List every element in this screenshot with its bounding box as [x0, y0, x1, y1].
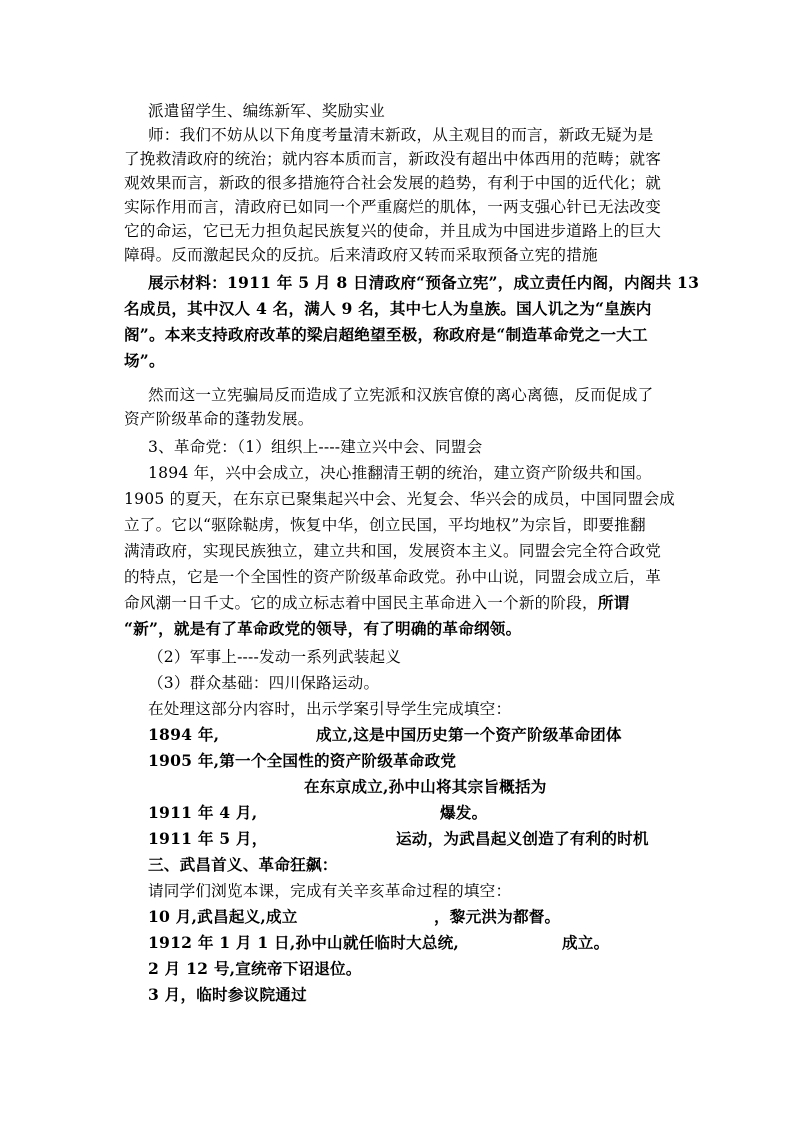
fill-blank-line: ，黎元洪为都督。 [434, 907, 561, 926]
text-span-bold: 1894 年, [148, 725, 220, 744]
text-line: 然而这一立宪骗局反而造成了立宪派和汉族官僚的离心离德，反而促成了 [148, 386, 654, 404]
text-line [124, 172, 668, 194]
text-line: （2）军事上----发动一系列武装起义 [148, 648, 402, 666]
text-line [124, 148, 668, 170]
text-span-bold: 所谓 [597, 593, 630, 612]
fill-blank-line: 运动，为武昌起义创造了有利的时机 [396, 829, 649, 848]
text-line [124, 566, 668, 588]
text-line-bold: 名成员，其中汉人 4 名，满人 9 名，其中七人为皇族。国人讥之为“皇族内 [124, 299, 652, 318]
text-line: 请同学们浏览本课，完成有关辛亥革命过程的填空： [148, 882, 512, 900]
text-span: 立了。它以“驱除鞑虏，恢复中华，创立民国，平均地权”为宗旨，即要推翻 [124, 516, 646, 534]
text-line-bold: 场”。 [124, 351, 165, 370]
text-line: 派遣留学生、编练新军、奖励实业 [148, 102, 385, 120]
text-line-bold: 阁”。本来支持政府改革的梁启超绝望至极，称政府是“制造革命党之一大工 [124, 325, 648, 344]
text-line [124, 540, 668, 562]
text-line [148, 124, 658, 146]
fill-blank-line: 成立,这是中国历史第一个资产阶级革命团体 [316, 725, 622, 744]
text-span: 了挽救清政府的统治；就内容本质而言，新政没有超出中体西用的范畴；就客 [124, 150, 661, 168]
fill-blank-line: 3 月，临时参议院通过 [148, 985, 307, 1004]
text-span: 满清政府，实现民族独立，建立共和国，发展资本主义。同盟会完全符合政党 [124, 542, 661, 560]
text-line: 1894 年，兴中会成立，决心推翻清王朝的统治，建立资产阶级共和国。 [148, 464, 652, 482]
text-line: 3、革命党：（1）组织上----建立兴中会、同盟会 [148, 438, 483, 456]
fill-blank-line: 1911 年 4 月, [148, 803, 258, 822]
section-heading: 三、武昌首义、革命狂飙： [148, 855, 338, 874]
fill-blank-line: 1912 年 1 月 1 日,孙中山就任临时大总统, [148, 933, 460, 952]
text-line [124, 514, 668, 536]
text-line [124, 488, 676, 510]
fill-blank-line [148, 724, 219, 746]
text-span: 1905 的夏天，在东京已聚集起兴中会、光复会、华兴会的成员，中国同盟会成 [124, 490, 676, 508]
text-span: 师：我们不妨从以下角度考量清末新政，从主观目的而言，新政无疑为是 [148, 126, 654, 144]
text-line: （3）群众基础：四川保路运动。 [148, 674, 380, 692]
text-line-bold: “新”，就是有了革命政党的领导，有了明确的革命纲领。 [124, 619, 522, 638]
text-line [124, 220, 668, 242]
fill-blank-line: 1911 年 5 月， [148, 829, 268, 848]
text-span: 观效果而言，新政的很多措施符合社会发展的趋势，有利于中国的近代化；就 [124, 174, 661, 192]
text-line [124, 592, 629, 614]
text-line: 在处理这部分内容时，出示学案引导学生完成填空： [148, 700, 512, 718]
text-line [124, 196, 668, 218]
text-span: 命风潮一日千丈。它的成立标志着中国民主革命进入一个新的阶段， [124, 594, 598, 612]
fill-blank-line: 2 月 12 号,宣统帝下诏退位。 [148, 959, 362, 978]
fill-blank-line: 成立。 [562, 933, 610, 952]
text-line-bold: 展示材料：1911 年 5 月 8 日清政府“预备立宪”，成立责任内阁，内阁共 13 [148, 273, 700, 292]
fill-blank-line: 10 月,武昌起义,成立 [148, 907, 298, 926]
fill-blank-line: 在东京成立,孙中山将其宗旨概括为 [304, 777, 547, 796]
text-span: 的特点，它是一个全国性的资产阶级革命政党。孙中山说，同盟会成立后，革 [124, 568, 661, 586]
text-span: 实际作用而言，清政府已如同一个严重腐烂的肌体，一两支强心针已无法改变 [124, 198, 661, 216]
text-line: 障碍。反而激起民众的反抗。后来清政府又转而采取预备立宪的措施 [124, 246, 598, 264]
fill-blank-line: 1905 年,第一个全国性的资产阶级革命政党 [148, 751, 457, 770]
fill-blank-line: 爆发。 [440, 803, 488, 822]
text-span: 它的命运，它已无力担负起民族复兴的使命，并且成为中国进步道路上的巨大 [124, 222, 661, 240]
text-line: 资产阶级革命的蓬勃发展。 [124, 410, 314, 428]
